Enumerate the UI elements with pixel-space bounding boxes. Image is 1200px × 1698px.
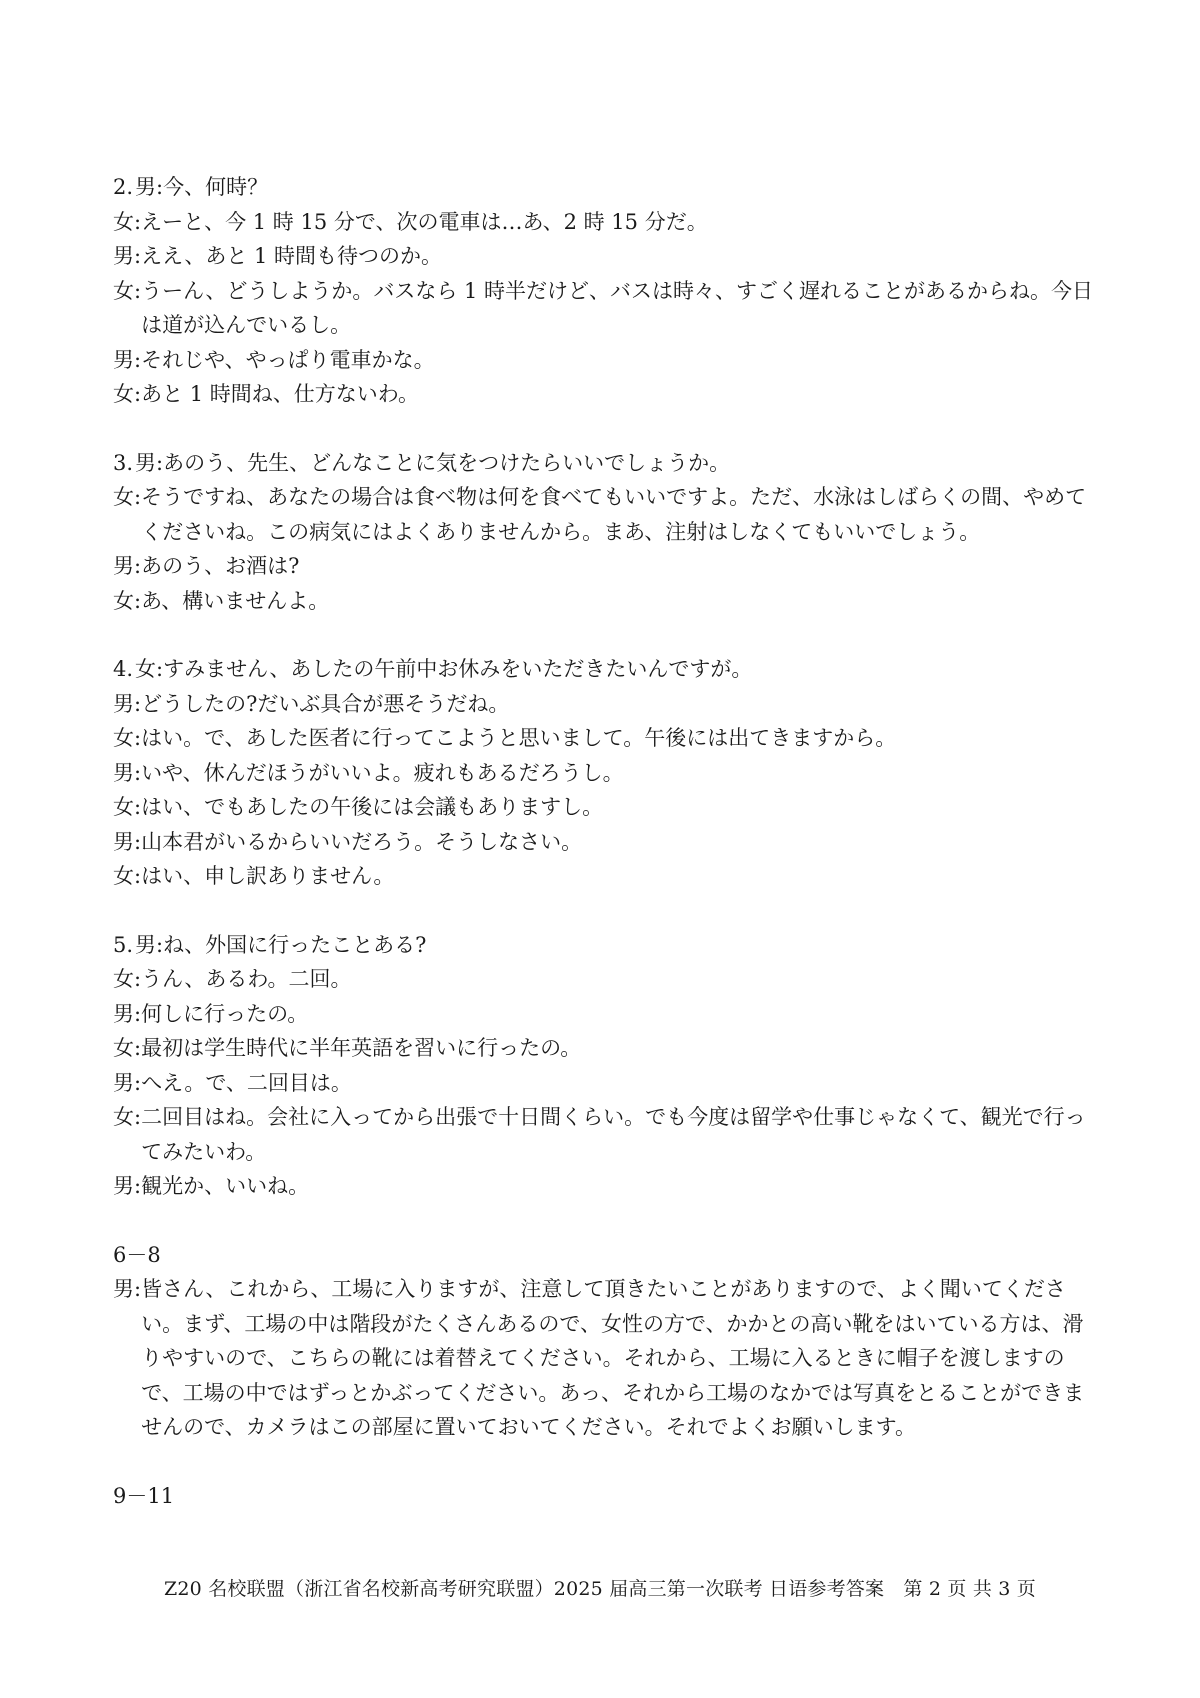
dialogue-line: 男 : それじや、やっぱり電車かな。 [113,343,1103,378]
dialogue-line: 4. 女 : すみません、あしたの午前中お休みをいただきたいんですが。 [113,652,1103,687]
dialogue-line: 男 : どうしたの?だいぶ具合が悪そうだね。 [113,687,1103,722]
dialogue-line: 女 : えーと、今 1 時 15 分で、次の電車は…あ、2 時 15 分だ。 [113,205,1103,240]
page-footer: Z20 名校联盟（浙江省名校新高考研究联盟）2025 届高三第一次联考 日语参考答案 第 2 页 共 3 页 [163,1578,1037,1600]
speaker: 男 [113,829,134,854]
utterance: はい、申し訳ありません。 [141,864,395,888]
dialogue-line: 女 : はい、でもあしたの午後には会議もありますし。 [113,790,1103,825]
utterance: はい、でもあしたの午後には会議もありますし。 [141,795,604,819]
speaker: 男 [135,932,157,957]
dialogue-3 [113,446,1103,619]
speaker: 男 [113,554,134,578]
utterance: うん、あるわ。二回。 [141,967,352,991]
utterance: えーと、今 1 時 15 分で、次の電車は…あ、2 時 15 分だ。 [141,209,708,234]
speaker: 男 [113,760,134,785]
utterance: ええ、あと 1 時間も待つのか。 [141,244,443,268]
utterance: うーん、どうしようか。バスなら 1 時半だけど、バスは時々、すごく遅れることがあるからね。今日は道が込んでいるし。 [141,278,1094,337]
speaker: 女 [113,485,134,509]
utterance: 観光か、いいね。 [141,1174,310,1198]
utterance: へえ。で、二回目は。 [141,1070,352,1095]
dialogue-line: 女 : 二回目はね。会社に入ってから出張で十日間くらい。でも今度は留学や仕事じゃなくて、観光で行ってみたいわ。 [113,1100,1103,1169]
section-9-11 [113,1479,1103,1514]
speaker: 女 [113,588,134,613]
utterance: あ、構いませんよ。 [141,588,330,613]
utterance: 山本君がいるからいいだろう。そうしなさい。 [141,829,583,854]
dialogue-line: 3. 男 : あのう、先生、どんなことに気をつけたらいいでしょうか。 [113,446,1103,481]
utterance: それじや、やっぱり電車かな。 [141,347,435,372]
utterance: 二回目はね。会社に入ってから出張で十日間くらい。でも今度は留学や仕事じゃなくて、観光で行ってみたいわ。 [141,1105,1086,1164]
dialogue-line: 2. 男 : 今、何時？ [113,170,1103,205]
dialogue-number: 2. [113,175,134,199]
speaker: 女 [135,657,157,681]
utterance: あと 1 時間ね、仕方ないわ。 [141,382,419,406]
dialogue-line: 女 : あ、構いませんよ。 [113,584,1103,619]
speaker: 女 [113,278,134,303]
dialogue-number: 4. [113,657,134,681]
dialogue-2 [113,170,1103,412]
dialogue-5 [113,928,1103,1204]
utterance: そうですね、あなたの場合は食べ物は何を食べてもいいですよ。ただ、水泳はしばらくの間、やめてくださいね。この病気にはよくありませんから。まあ、注射はしなくてもいいでしょう。 [141,485,1087,544]
speaker: 男 [113,691,134,716]
dialogue-line: 男 : いや、休んだほうがいいよ。疲れもあるだろうし。 [113,756,1103,791]
dialogue-line: 女 : あと 1 時間ね、仕方ないわ。 [113,377,1103,412]
dialogue-line: 女 : うーん、どうしようか。バスなら 1 時半だけど、バスは時々、すごく遅れることがあるからね。今日は道が込んでいるし。 [113,274,1103,343]
utterance: 皆さん、これから、工場に入りますが、注意して頂きたいことがありますので、よく聞いてください。まず、工場の中は階段がたくさんあるので、女性の方で、かかとの高い靴をはいている方は、滑りやすいので、こちらの靴には着替えてください。それから、工場に入るときに帽子を渡しますので、工場の中ではずっとかぶってください。あっ、それから工場のなかでは写真をとることができませんので、カメラはこの部屋に置いておいてください。それでよくお願いします。 [141,1277,1085,1439]
dialogue-line: 男 : 観光か、いいね。 [113,1169,1103,1204]
dialogue-line: 男 : 山本君がいるからいいだろう。そうしなさい。 [113,825,1103,860]
speaker: 女 [113,726,134,750]
speaker: 女 [113,209,134,234]
speaker: 女 [113,967,134,991]
dialogue-line: 女 : うん、あるわ。二回。 [113,962,1103,997]
dialogue-line: 男 : 何しに行ったの。 [113,997,1103,1032]
speaker: 女 [113,382,134,406]
utterance: はい。で、あした医者に行ってこようと思いまして。午後には出てきますから。 [141,726,897,750]
dialogue-line: 男 : 皆さん、これから、工場に入りますが、注意して頂きたいことがありますので、よく聞いてください。まず、工場の中は階段がたくさんあるので、女性の方で、かかとの高い靴をはいている方は、滑りやすいので、こちらの靴には着替えてください。それから、工場に入るときに帽子を渡しますので、工場の中ではずっとかぶってください。あっ、それから工場のなかでは写真をとることができませんので、カメラはこの部屋に置いておいてください。それでよくお願いします。 [113,1272,1103,1445]
speaker: 男 [135,175,157,199]
dialogue-4 [113,652,1103,894]
dialogue-line: 女 : そうですね、あなたの場合は食べ物は何を食べてもいいですよ。ただ、水泳はしばらくの間、やめてくださいね。この病気にはよくありませんから。まあ、注射はしなくてもいいでしょう。 [113,480,1103,549]
dialogue-number: 5. [113,932,134,957]
utterance: 今、何時？ [163,175,269,199]
dialogue-line: 男 : へえ。で、二回目は。 [113,1066,1103,1101]
dialogue-line: 5. 男 : ね、外国に行ったことある? [113,928,1103,963]
dialogue-line: 女 : はい。で、あした医者に行ってこようと思いまして。午後には出てきますから。 [113,721,1103,756]
utterance: 何しに行ったの。 [141,1001,309,1026]
speaker: 女 [113,1036,134,1060]
speaker: 男 [113,1277,134,1301]
speaker: 男 [113,244,134,268]
utterance: どうしたの?だいぶ具合が悪そうだね。 [141,691,510,716]
speaker: 女 [113,795,134,819]
utterance: いや、休んだほうがいいよ。疲れもあるだろうし。 [141,760,624,785]
speaker: 男 [135,450,157,475]
utterance: 最初は学生時代に半年英語を習いに行ったの。 [141,1036,582,1060]
question-range-label: 9－11 [113,1483,175,1508]
dialogue-line: 男 : ええ、あと 1 時間も待つのか。 [113,239,1103,274]
utterance: すみません、あしたの午前中お休みをいただきたいんですが。 [163,657,753,681]
speaker: 女 [113,1105,134,1129]
speaker: 男 [113,1001,134,1026]
dialogue-number: 3. [113,450,134,475]
utterance: ね、外国に行ったことある? [163,932,427,957]
dialogue-line: 女 : 最初は学生時代に半年英語を習いに行ったの。 [113,1031,1103,1066]
utterance: あのう、先生、どんなことに気をつけたらいいでしょうか。 [163,450,731,475]
utterance: あのう、お酒は? [141,554,300,578]
speaker: 男 [113,1174,134,1198]
transcript-content [113,170,1103,1513]
question-range-label: 6－8 [113,1242,161,1267]
speaker: 男 [113,347,134,372]
dialogue-line: 女 : はい、申し訳ありません。 [113,859,1103,894]
speaker: 女 [113,864,134,888]
speaker: 男 [113,1070,134,1095]
dialogue-line: 男 : あのう、お酒は? [113,549,1103,584]
monologue-6-8 [113,1238,1103,1445]
